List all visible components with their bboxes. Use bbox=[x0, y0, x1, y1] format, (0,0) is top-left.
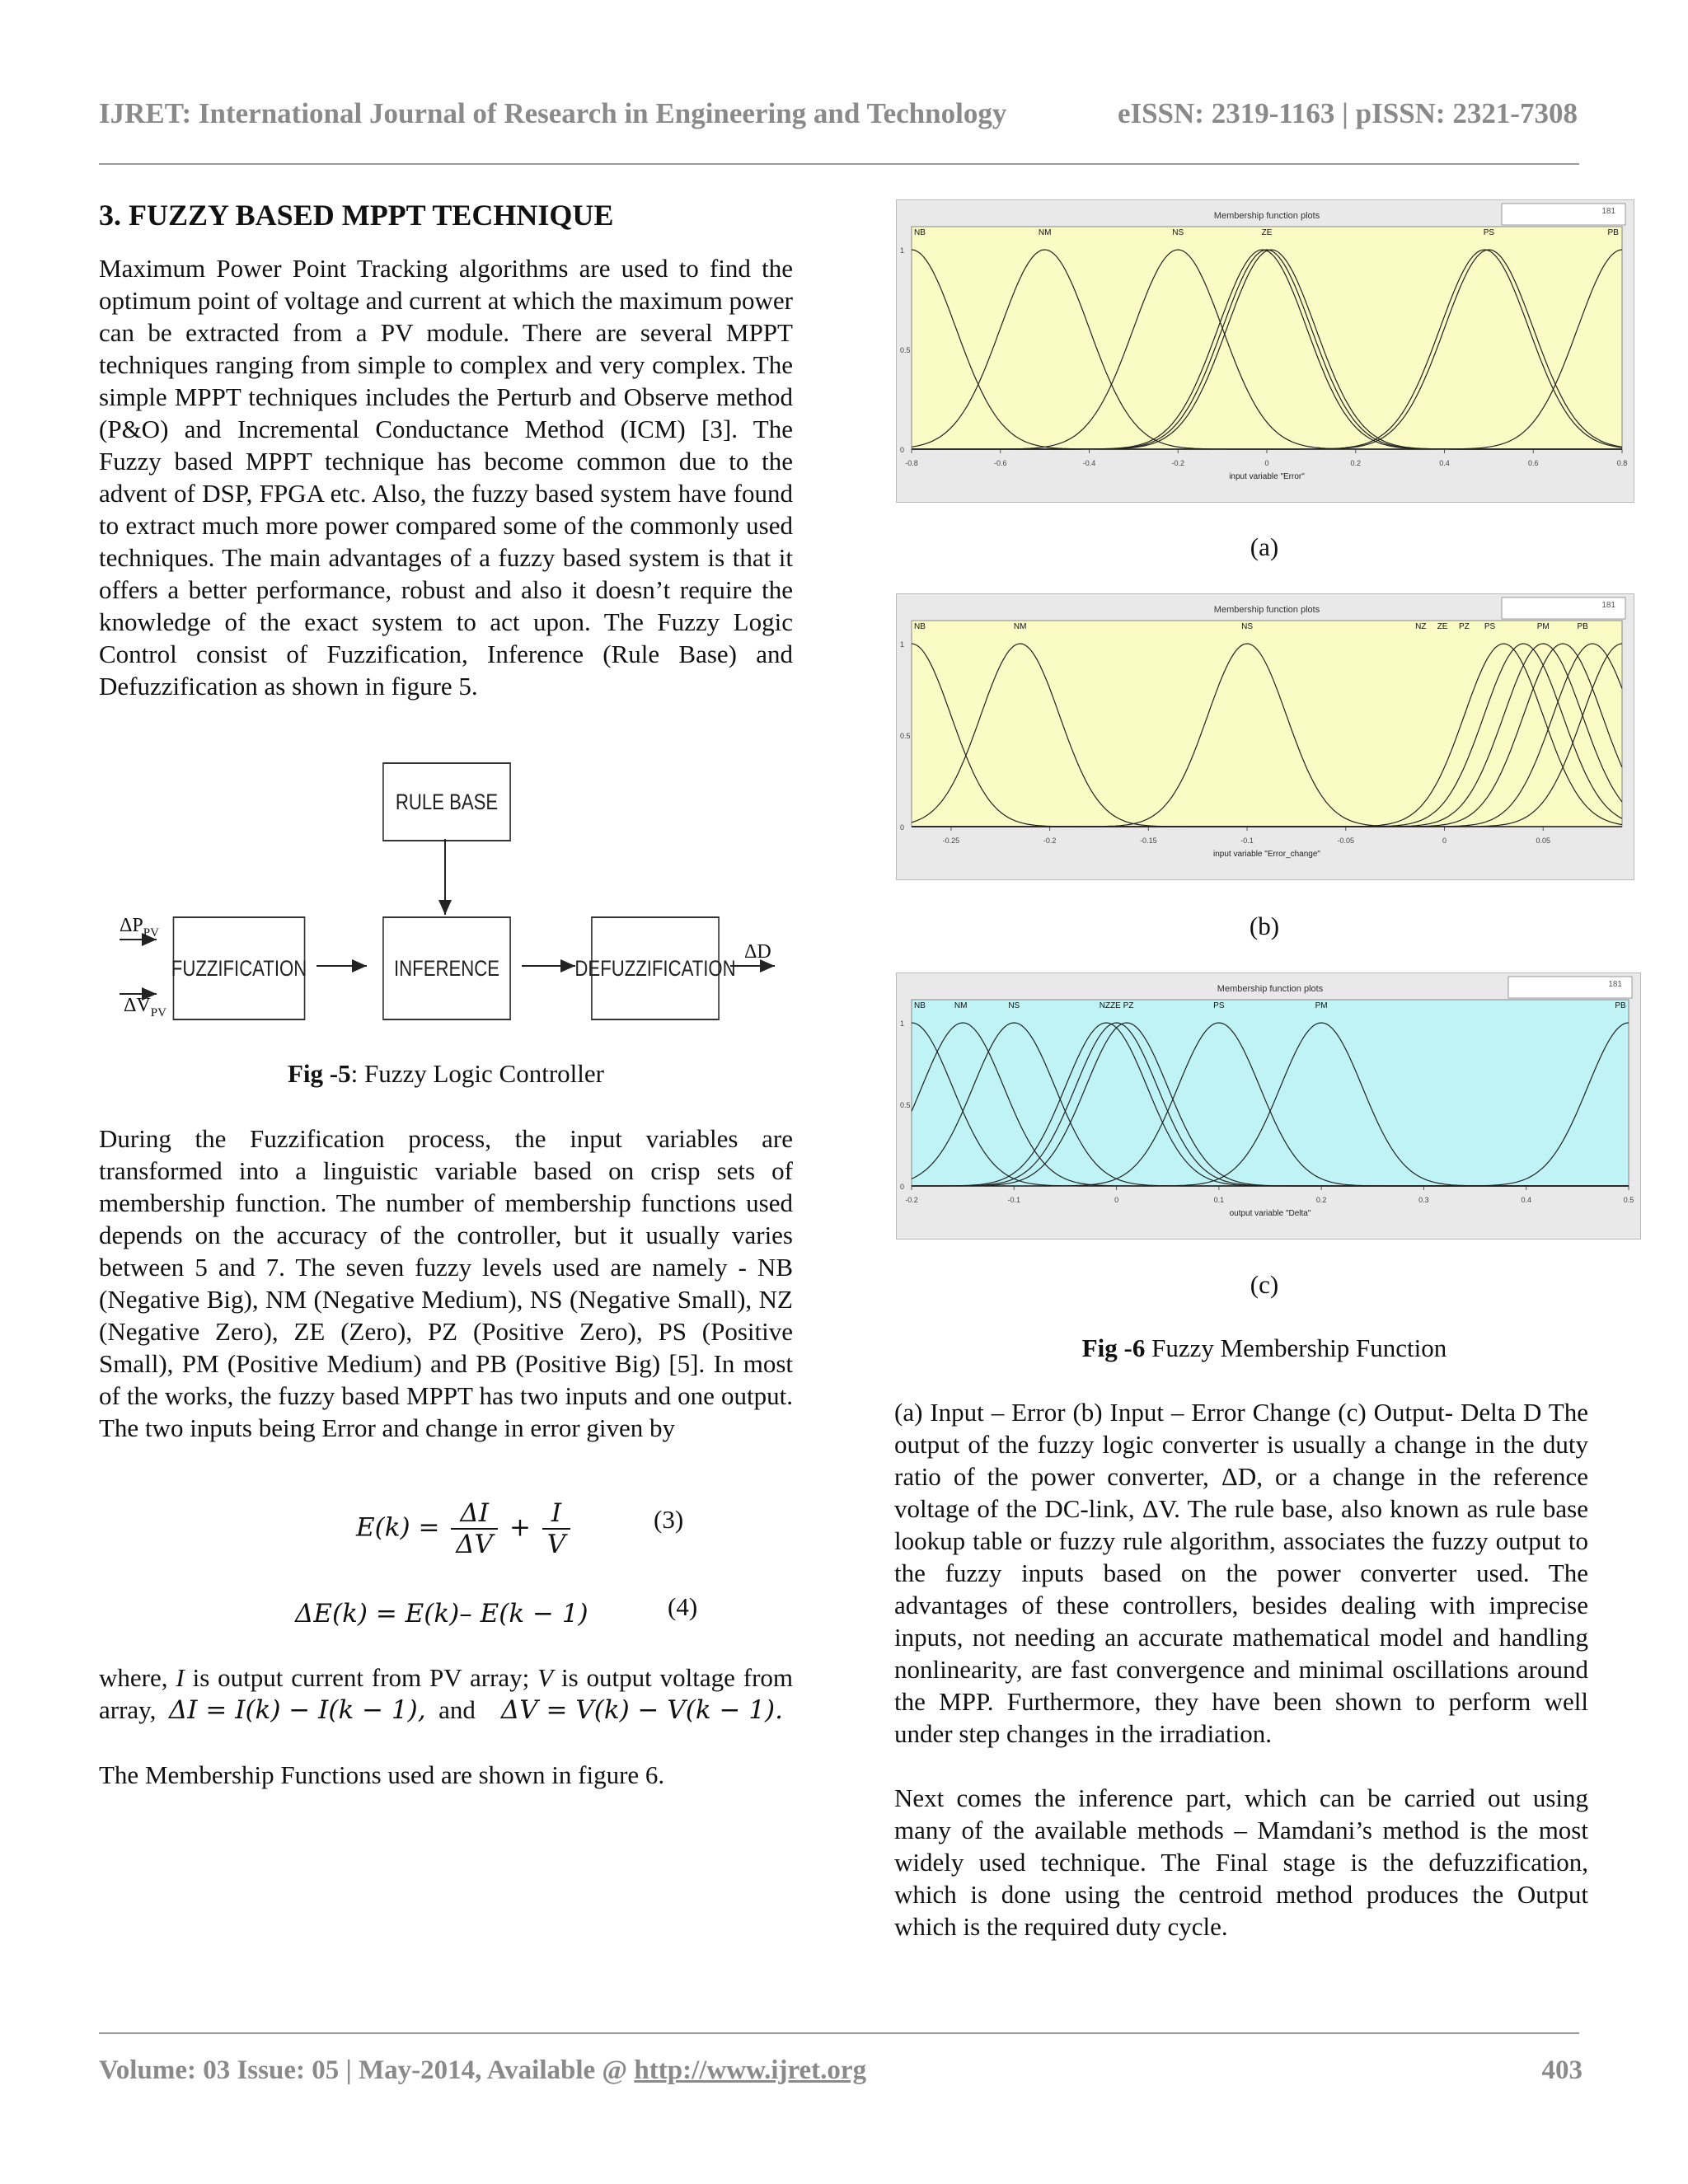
figure-5-caption: Fig -5: Fuzzy Logic Controller bbox=[288, 1059, 604, 1088]
x-tick-label: 0.8 bbox=[1616, 459, 1628, 467]
equation-4: ΔE(k) = E(k)– E(k − 1) bbox=[295, 1599, 588, 1629]
output-dd-label: ΔD bbox=[744, 941, 771, 963]
x-tick-label: 0.4 bbox=[1439, 459, 1450, 467]
mf-label: PZ bbox=[1459, 622, 1470, 631]
paragraph: Maximum Power Point Tracking algorithms are used to find the optimum point of voltage and current at which the maximum power can be extracted from a PV module. There are several MPPT techniques ranging from simple to complex and very complex. The simple MPPT techniques includes the Perturb and Observe method (P&O) and Incremental Conductance Method (ICM) [3]. The Fuzzy based MPPT technique has become common due to the advent of DSP, FPGA etc. Also, the fuzzy based system have found to extract much more power compared some of the commonly used techniques. The main advantages of a fuzzy based system is that it offers a better performance, robust and also it doesn’t require the knowledge of the exact system to act upon. The Fuzzy Logic Control consist of Fuzzification, Inference (Rule Base) and Defuzzification as shown in figure 5. bbox=[99, 254, 793, 701]
footer-rule bbox=[99, 2032, 1579, 2034]
header-rule bbox=[99, 163, 1579, 165]
membership-plot-error-change bbox=[896, 593, 1634, 880]
mf-label: PS bbox=[1483, 228, 1495, 237]
mf-label: PB bbox=[1615, 1001, 1626, 1010]
y-tick-label: 0 bbox=[900, 823, 905, 832]
mf-label: NB bbox=[914, 622, 926, 631]
y-tick-label: 0.5 bbox=[900, 732, 911, 740]
journal-title: IJRET: International Journal of Research in Engineering and Technology bbox=[99, 97, 1007, 129]
plot-area bbox=[912, 1000, 1629, 1186]
x-tick-label: -0.2 bbox=[1043, 837, 1057, 845]
mf-label: NB bbox=[914, 228, 926, 237]
mf-label: ZE bbox=[1437, 622, 1448, 631]
y-tick-label: 1 bbox=[900, 640, 905, 649]
defuzzification-block: DEFUZZIFICATION bbox=[591, 916, 720, 1020]
x-axis-label: input variable "Error" bbox=[1229, 472, 1305, 481]
x-tick-label: 0.2 bbox=[1350, 459, 1362, 467]
mf-label: NM bbox=[954, 1001, 968, 1010]
x-axis-label: input variable "Error_change" bbox=[1213, 850, 1320, 859]
rule-base-block: RULE BASE bbox=[382, 762, 511, 841]
equation-3-number: (3) bbox=[654, 1505, 684, 1534]
footer-volume: Volume: 03 Issue: 05 | May-2014, Available @ http://www.ijret.org bbox=[99, 2055, 867, 2085]
x-tick-label: -0.2 bbox=[905, 1196, 918, 1204]
x-tick-label: 0.1 bbox=[1213, 1196, 1225, 1204]
x-tick-label: 0.05 bbox=[1536, 837, 1550, 845]
y-tick-label: 1 bbox=[900, 246, 905, 255]
inference-block: INFERENCE bbox=[382, 916, 511, 1020]
page-number: 403 bbox=[1541, 2055, 1582, 2085]
mf-label: NZ bbox=[1415, 622, 1427, 631]
x-tick-label: -0.05 bbox=[1337, 837, 1355, 845]
paragraph: Next comes the inference part, which can be carried out using many of the available methods – Mamdani’s method is the most widely used technique. The Final stage is the defuzzification, which is done using the centroid method produces the Output which is the required duty cycle. bbox=[894, 1783, 1588, 1941]
x-tick-label: -0.4 bbox=[1082, 459, 1096, 467]
mf-label: ZE bbox=[1261, 228, 1273, 237]
y-tick-label: 0 bbox=[900, 446, 905, 454]
journal-link[interactable]: http://www.ijret.org bbox=[634, 2055, 867, 2085]
y-tick-label: 0 bbox=[900, 1183, 905, 1191]
x-tick-label: -0.15 bbox=[1140, 837, 1157, 845]
plot-badge: 181 bbox=[1601, 601, 1615, 610]
mf-label: NZZE PZ bbox=[1099, 1001, 1134, 1010]
fuzzification-block: FUZZIFICATION bbox=[173, 916, 306, 1020]
x-tick-label: -0.8 bbox=[905, 459, 918, 467]
x-tick-label: -0.2 bbox=[1171, 459, 1185, 467]
plot-title: Membership function plots bbox=[1213, 211, 1320, 221]
input-dv-label: $\Delta V_{PV}$ bbox=[124, 995, 166, 1019]
figure-6-caption: Fig -6 Fuzzy Membership Function bbox=[1081, 1333, 1447, 1362]
membership-plot-error bbox=[896, 199, 1634, 503]
section-title: 3. FUZZY BASED MPPT TECHNIQUE bbox=[99, 199, 614, 232]
mf-label: PS bbox=[1213, 1001, 1225, 1010]
plot-area bbox=[912, 227, 1622, 449]
mf-label: PS bbox=[1484, 622, 1496, 631]
plot-title: Membership function plots bbox=[1217, 984, 1324, 994]
mf-label: NS bbox=[1172, 228, 1184, 237]
x-tick-label: 0.5 bbox=[1623, 1196, 1634, 1204]
x-tick-label: -0.1 bbox=[1240, 837, 1254, 845]
mf-label: NB bbox=[914, 1001, 926, 1010]
left-para-2 bbox=[99, 1122, 793, 1476]
mf-label: PM bbox=[1536, 622, 1550, 631]
right-column-text bbox=[894, 1396, 1588, 1975]
input-dp-label: $\Delta P_{PV}$ bbox=[120, 915, 159, 940]
left-para-1 bbox=[99, 252, 793, 734]
left-para-3: where, I is output current from PV array; V is output voltage from array, ΔI = I(k) − I(k − 1), and ΔV = V(k) − V(k − 1). The Membership Functions used are shown in figure 6. bbox=[99, 1663, 794, 1789]
membership-plot-delta bbox=[896, 972, 1641, 1240]
x-tick-label: 0 bbox=[1114, 1196, 1119, 1204]
subcaption-b: (b) bbox=[1249, 912, 1280, 940]
mf-label: PB bbox=[1607, 228, 1619, 237]
mf-label: NS bbox=[1008, 1001, 1020, 1010]
x-tick-label: 0.3 bbox=[1418, 1196, 1429, 1204]
y-tick-label: 0.5 bbox=[900, 1101, 911, 1109]
x-tick-label: -0.6 bbox=[993, 459, 1007, 467]
y-tick-label: 1 bbox=[900, 1019, 905, 1028]
x-tick-label: -0.25 bbox=[942, 837, 960, 845]
x-tick-label: 0.4 bbox=[1521, 1196, 1531, 1204]
mf-label: PM bbox=[1315, 1001, 1328, 1010]
x-tick-label: 0 bbox=[1264, 459, 1269, 467]
mf-label: NM bbox=[1013, 622, 1027, 631]
mf-label: NS bbox=[1241, 622, 1254, 631]
paragraph: During the Fuzzification process, the input variables are transformed into a linguistic variable based on crisp sets of membership function. The number of membership functions used depends on the accuracy of the controller, but it usually varies between 5 and 7. The seven fuzzy levels used are namely - NB (Negative Big), NM (Negative Medium), NS (Negative Small), NZ (Negative Zero), ZE (Zero), PZ (Positive Zero), PS (Positive Small), PM (Positive Medium) and PB (Positive Big) [5]. In most of the works, the fuzzy based MPPT has two inputs and one output. The two inputs being Error and change in error given by bbox=[99, 1124, 793, 1442]
plot-badge: 181 bbox=[1601, 207, 1615, 216]
plot-badge: 181 bbox=[1608, 980, 1622, 989]
plot-title: Membership function plots bbox=[1213, 605, 1320, 615]
issn: eISSN: 2319-1163 | pISSN: 2321-7308 bbox=[1117, 97, 1578, 129]
equation-3: E(k) = $\frac{\Delta I}{\Delta V}$ + $\frac{I}{V}$ bbox=[356, 1498, 574, 1559]
x-tick-label: 0.6 bbox=[1527, 459, 1539, 467]
x-tick-label: 0 bbox=[1442, 837, 1447, 845]
paragraph: The Membership Functions used are shown in figure 6. bbox=[99, 1760, 665, 1789]
mf-label: NM bbox=[1038, 228, 1052, 237]
paragraph: (a) Input – Error (b) Input – Error Change (c) Output- Delta D The output of the fuzzy logic converter is usually a change in the duty ratio of the power converter, ΔD, or a change in the reference voltage of the DC-link, ΔV. The rule base, also known as rule base lookup table or fuzzy rule algorithm, associates the fuzzy output to the fuzzy inputs based on the power converter used. The advantages of these controllers, besides dealing with imprecise inputs, not needing an accurate mathematical model and handling nonlinearity, are fast convergence and minimal oscillations around the MPP. Furthermore, they have been shown to perform well under step changes in the irradiation. bbox=[894, 1398, 1588, 1748]
subcaption-c: (c) bbox=[1250, 1270, 1279, 1299]
mf-label: PB bbox=[1577, 622, 1588, 631]
block-diagram-arrows bbox=[115, 839, 791, 1037]
y-tick-label: 0.5 bbox=[900, 346, 911, 354]
subcaption-a: (a) bbox=[1250, 532, 1279, 561]
x-axis-label: output variable "Delta" bbox=[1229, 1209, 1311, 1218]
x-tick-label: 0.2 bbox=[1315, 1196, 1327, 1204]
x-tick-label: -0.1 bbox=[1007, 1196, 1021, 1204]
equation-4-number: (4) bbox=[668, 1592, 698, 1621]
